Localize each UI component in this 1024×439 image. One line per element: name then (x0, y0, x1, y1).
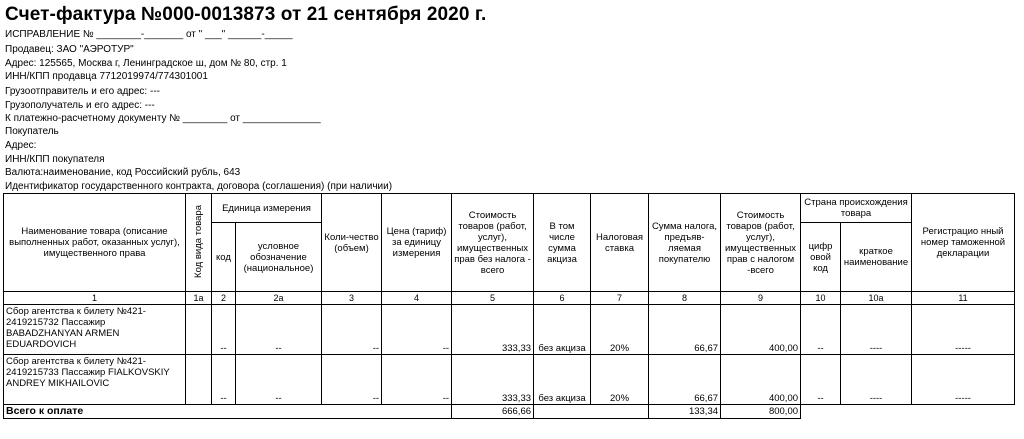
col-number: 2а (236, 292, 322, 305)
row-tax-sum: 66,67 (649, 355, 721, 405)
col-number: 1а (186, 292, 212, 305)
table-row (4, 355, 1015, 405)
col-number: 7 (591, 292, 649, 305)
col-number: 10а (841, 292, 912, 305)
currency-line: Валюта:наименование, код Российский рубль, 643 (5, 167, 241, 178)
seller-address-line: Адрес: 125565, Москва г, Ленинградское ш, дом № 80, стр. 1 (5, 58, 287, 69)
header-kind-code-text: Код вида товара (193, 204, 204, 278)
row-cost-no-tax: 333,33 (452, 355, 534, 405)
row-reg-number: ----- (912, 355, 1015, 405)
buyer-line: Покупатель (5, 126, 59, 137)
header-tax-sum: Сумма налога, предъяв-ляемая покупателю (649, 194, 721, 292)
col-number: 11 (912, 292, 1015, 305)
col-number: 4 (382, 292, 452, 305)
row-country-code: -- (801, 355, 841, 405)
col-number: 1 (4, 292, 186, 305)
header-unit-name: условное обозначение (национальное) (236, 223, 322, 292)
row-excise: без акциза (534, 305, 591, 355)
contract-id-line: Идентификатор государственного контракта, договора (соглашения) (при наличии) (5, 181, 393, 192)
total-cost-with-tax: 800,00 (721, 405, 801, 419)
total-blank (801, 405, 1015, 419)
table-row (4, 305, 1015, 355)
row-unit-code: -- (212, 305, 236, 355)
row-price: -- (382, 305, 452, 355)
header-excise: В том числе сумма акциза (534, 194, 591, 292)
row-cost-with-tax: 400,00 (721, 355, 801, 405)
header-tax-rate: Налоговая ставка (591, 194, 649, 292)
buyer-address-line: Адрес: (5, 140, 37, 151)
seller-line: Продавец: ЗАО "АЭРОТУР" (5, 44, 134, 55)
shipper-line: Грузоотправитель и его адрес: --- (5, 86, 160, 97)
row-cost-with-tax: 400,00 (721, 305, 801, 355)
row-excise: без акциза (534, 355, 591, 405)
invoice-table (3, 193, 1015, 419)
seller-inn-line: ИНН/КПП продавца 7712019974/774301001 (5, 71, 208, 82)
row-kind-code (186, 305, 212, 355)
header-reg-number: Регистрацио нный номер таможенной декларации (912, 194, 1015, 292)
col-number: 10 (801, 292, 841, 305)
row-tax-rate: 20% (591, 355, 649, 405)
row-cost-no-tax: 333,33 (452, 305, 534, 355)
row-name: Сбор агентства к билету №421-2419215732 Пассажир BABADZHANYAN ARMEN EDUARDOVICH (4, 305, 186, 355)
header-kind-code (186, 194, 212, 292)
header-unit: Единица измерения (212, 194, 322, 223)
row-unit-code: -- (212, 355, 236, 405)
total-empty-cell (534, 405, 649, 419)
header-cost-no-tax: Стоимость товаров (работ, услуг), имущественных прав без налога - всего (452, 194, 534, 292)
row-tax-sum: 66,67 (649, 305, 721, 355)
row-kind-code (186, 355, 212, 405)
buyer-inn-line: ИНН/КПП покупателя (5, 154, 105, 165)
row-tax-rate: 20% (591, 305, 649, 355)
row-unit-name: -- (236, 355, 322, 405)
col-number: 2 (212, 292, 236, 305)
col-number: 8 (649, 292, 721, 305)
total-tax-sum: 133,34 (649, 405, 721, 419)
col-number: 6 (534, 292, 591, 305)
header-country-code: цифр овой код (801, 223, 841, 292)
header-cost-with-tax: Стоимость товаров (работ, услуг), имущественных прав с налогом -всего (721, 194, 801, 292)
row-unit-name: -- (236, 305, 322, 355)
row-price: -- (382, 355, 452, 405)
payment-doc-line: К платежно-расчетному документу № ________ от ______________ (5, 113, 321, 124)
total-row (4, 405, 1015, 419)
col-number: 9 (721, 292, 801, 305)
column-numbers-row (4, 292, 1015, 305)
header-country-name: краткое наименование (841, 223, 912, 292)
total-label: Всего к оплате (4, 405, 452, 419)
header-price: Цена (тариф) за единицу измерения (382, 194, 452, 292)
col-number: 3 (322, 292, 382, 305)
total-cost-no-tax: 666,66 (452, 405, 534, 419)
header-unit-code: код (212, 223, 236, 292)
row-qty: -- (322, 355, 382, 405)
row-qty: -- (322, 305, 382, 355)
row-country-name: ---- (841, 305, 912, 355)
invoice-title: Счет-фактура №000-0013873 от 21 сентября 2020 г. (5, 4, 487, 25)
header-country: Страна происхождения товара (801, 194, 912, 223)
correction-line: ИСПРАВЛЕНИЕ № ________-_______ от " ___" ______-_____ (5, 29, 293, 40)
row-country-name: ---- (841, 355, 912, 405)
header-qty: Коли-чество (объем) (322, 194, 382, 292)
row-name: Сбор агентства к билету №421-2419215733 Пассажир FIALKOVSKIY ANDREY MIKHAILOVIC (4, 355, 186, 405)
row-reg-number: ----- (912, 305, 1015, 355)
header-name: Наименование товара (описание выполненных работ, оказанных услуг), имущественного права (4, 194, 186, 292)
col-number: 5 (452, 292, 534, 305)
row-country-code: -- (801, 305, 841, 355)
consignee-line: Грузополучатель и его адрес: --- (5, 100, 155, 111)
